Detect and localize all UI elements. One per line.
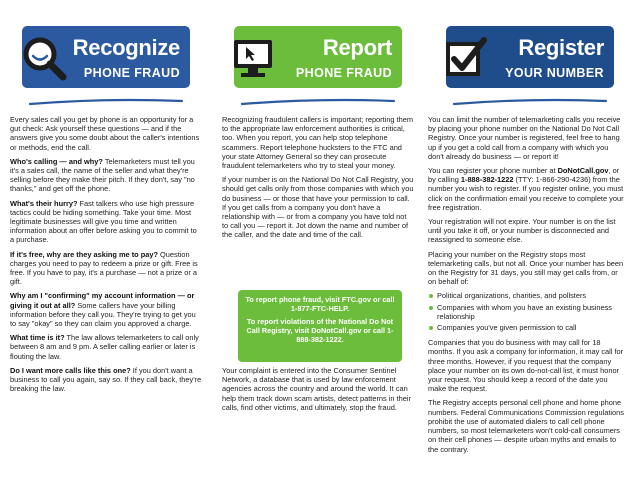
callout-ftc: To report phone fraud, visit FTC.gov or call 1-877-FTC-HELP. (245, 295, 395, 313)
paragraph: Why am I "confirming" my account information — or giving it out at all? Some callers have your billing information before they call you. They're trying to get you to say "okay" so they can claim you approved a charge. (10, 291, 196, 329)
report-panel (212, 0, 424, 493)
callout-donotcall: To report violations of the National Do Not Call Registry, visit DoNotCall.gov or call 1-888-382-1222. (246, 317, 394, 344)
paragraph: You can limit the number of telemarketing calls you receive by placing your phone number on the National Do Not Call Registry. Once your number is registered, feel free to hang up if you get a cold call from a company with which you don't already do business — or report it! (428, 115, 621, 161)
paragraph: Placing your number on the Registry stops most telemarketing calls, but not all. Once your number has been on the Registry for 31 days, you still may get calls from, or on behalf of: (428, 249, 624, 287)
exemption-list (428, 291, 624, 332)
report-title: Report (322, 35, 392, 60)
swoosh-divider (452, 97, 608, 107)
paragraph: Every sales call you get by phone is an opportunity for a gut check: Ask yourself these questions — and if the answers give you some doubt about the caller's intentions or methods, end the call. (10, 115, 200, 152)
list-item: Companies you've given permission to call (428, 323, 624, 332)
register-header (446, 26, 614, 88)
report-header (234, 26, 402, 88)
paragraph: Companies that you do business with may call for 18 months. If you ask a company for information, it may call for three months. However, if you request that the company place your number on its own do-not-call list, it must honor your request. You should keep a record of the date you make the request. (428, 338, 624, 394)
magnifier-icon (16, 32, 68, 84)
register-panel (424, 0, 638, 493)
paragraph: Do I want more calls like this one? If you don't want a business to call you again, say so. If they call back, they're breaking the law. (10, 365, 202, 394)
register-title: Register (518, 35, 604, 60)
swoosh-divider (240, 97, 396, 107)
register-subtitle: YOUR NUMBER (505, 66, 604, 80)
register-body (428, 115, 624, 459)
recognize-panel (0, 0, 212, 493)
report-body (222, 115, 414, 245)
recognize-subtitle: PHONE FRAUD (83, 66, 180, 80)
paragraph: Recognizing fraudulent callers is important; reporting them to the appropriate law enforcement authorities is critical, too. When you report, you can help stop telephone scammers. Report telephone hucksters to the FTC and your state Attorney General so they can prosecute fraudulent telemarketers who try to steal your money. (222, 115, 414, 171)
list-item: Political organizations, charities, and pollsters (428, 291, 624, 300)
checkbox-icon (440, 32, 492, 84)
paragraph: Who's calling — and why? Telemarketers must tell you it's a sales call, the name of the seller and what they're selling before they make their pitch. If they don't, say "no thanks," and get off the phone. (10, 156, 195, 194)
paragraph: If your number is on the National Do Not Call Registry, you should get calls only from those companies with which you do business — or those that have your permission to call. If you get calls from a company you don't have a relationship with — or from a company you have told not to call you — report it. Jot down the name and number of the caller, and the date and time of the call. (222, 175, 414, 240)
paragraph: The Registry accepts personal cell phone and home phone numbers. Federal Communications Commission regulations prohibit the use of automated dialers to call cell phone numbers, so most telemarketers won't cold-call consumers on their cell phones — despite urban myths and emails to the contrary. (428, 398, 624, 454)
computer-cursor-icon (228, 32, 280, 84)
paragraph: What's their hurry? Fast talkers who use high pressure tactics could be hiding something. Take your time. Most legitimate businesses will give you time and written information about an offer before asking you to commit to a purchase. (10, 198, 197, 245)
swoosh-divider (28, 97, 184, 107)
recognize-header (22, 26, 190, 88)
report-subtitle: PHONE FRAUD (295, 66, 392, 80)
list-item: Companies with whom you have an existing business relationship (428, 303, 624, 321)
recognize-title: Recognize (72, 35, 180, 60)
paragraph: Your registration will not expire. Your number is on the list until you take it off, or your number is disconnected and reassigned to someone else. (428, 217, 616, 245)
paragraph: What time is it? The law allows telemarketers to call only between 8 am and 9 pm. A seller calling earlier or later is flouting the law. (10, 333, 199, 361)
paragraph: If it's free, why are they asking me to pay? Question charges you need to pay to redeem a prize or gift. Free is free. If you have to pay, it's a purchase — not a prize or a gift. (10, 249, 198, 287)
paragraph: You can register your phone number at DoNotCall.gov, or by calling 1-888-382-1222 (TTY: 1-866-290-4236) from the number you wish to register. If you register online, you must click on the confirmation email you receive to complete your free registration. (428, 166, 624, 212)
report-callout-box (238, 290, 402, 362)
report-bottom-text: Your complaint is entered into the Consumer Sentinel Network, a database that is used by law enforcement agencies across the country and around the world. It can help them track down scam artists, detect patterns in their calls, find other victims, and ultimately, stop the fraud. (222, 366, 411, 412)
recognize-body (10, 115, 202, 398)
